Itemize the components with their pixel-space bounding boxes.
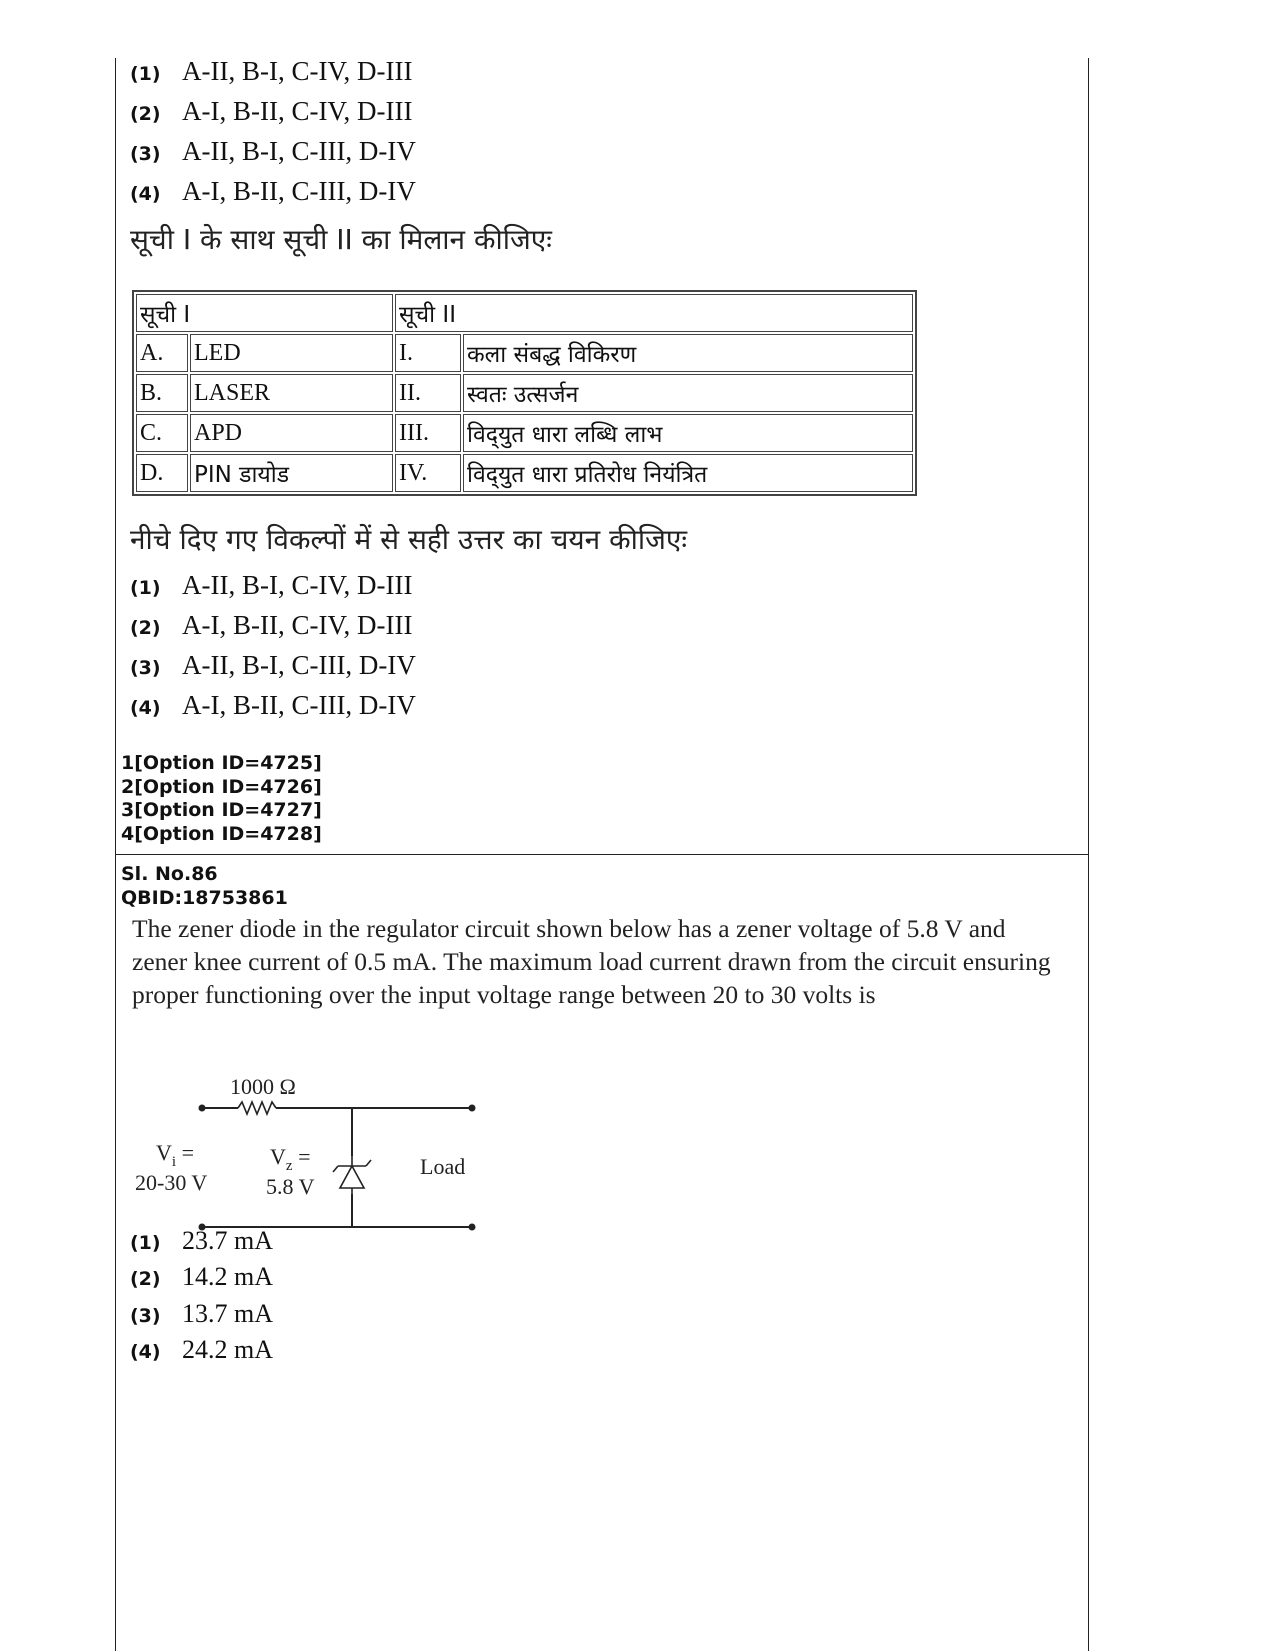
- option-id: 4[Option ID=4728]: [121, 822, 322, 845]
- row-numeral: II.: [395, 374, 461, 412]
- answer-option-3: (3) 13.7 mA: [130, 1299, 273, 1328]
- answer-option-1: (1) 23.7 mA: [130, 1226, 273, 1255]
- row-description: विद्‌युत धारा प्रतिरोध नियंत्रित: [463, 454, 913, 492]
- row-description: विद्‌युत धारा लब्धि लाभ: [463, 414, 913, 452]
- question-divider: [115, 854, 1089, 855]
- resistor-icon: [238, 1102, 276, 1114]
- row-item: LASER: [190, 374, 393, 412]
- option-id-list: [121, 752, 322, 846]
- row-letter: A.: [136, 334, 188, 372]
- option-id: 1[Option ID=4725]: [121, 752, 322, 774]
- row-letter: C.: [136, 414, 188, 452]
- top-option-1: (1) A-II, B-I, C-IV, D-III: [130, 56, 413, 86]
- row-item: LED: [190, 334, 393, 372]
- zener-regulator-circuit: [130, 1070, 490, 1250]
- vi-value: 20-30 V: [135, 1170, 208, 1195]
- match-table: [132, 290, 917, 496]
- top-option-3: (3) A-II, B-I, C-III, D-IV: [130, 136, 416, 166]
- table-row: [136, 414, 913, 452]
- question-meta: [121, 862, 288, 910]
- row-item: PIN डायोड: [190, 454, 393, 492]
- vi-label: $V_i$ =: [156, 1140, 194, 1170]
- option-id: 3[Option ID=4727]: [121, 799, 322, 821]
- row-description: कला संबद्ध विकिरण: [463, 334, 913, 372]
- table-row: [136, 374, 913, 412]
- header-list-2: सूची II: [395, 294, 913, 332]
- header-list-1: सूची I: [136, 294, 393, 332]
- row-item: APD: [190, 414, 393, 452]
- row-description: स्वतः उत्सर्जन: [463, 374, 913, 412]
- hindi-choose-instruction: नीचे दिए गए विकल्पों में से सही उत्तर का चयन कीजिएः: [130, 523, 688, 556]
- terminal-dot: [469, 1224, 476, 1231]
- row-numeral: III.: [395, 414, 461, 452]
- table-row: [136, 334, 913, 372]
- resistor-label: 1000 Ω: [230, 1074, 296, 1099]
- row-letter: B.: [136, 374, 188, 412]
- vz-value: 5.8 V: [266, 1174, 315, 1199]
- hindi-option-1: (1) A-II, B-I, C-IV, D-III: [130, 570, 413, 600]
- table-row: [136, 454, 913, 492]
- answer-option-2: (2) 14.2 mA: [130, 1262, 273, 1291]
- hindi-option-2: (2) A-I, B-II, C-IV, D-III: [130, 610, 413, 640]
- top-option-2: (2) A-I, B-II, C-IV, D-III: [130, 96, 413, 126]
- row-numeral: I.: [395, 334, 461, 372]
- question-text: The zener diode in the regulator circuit shown below has a zener voltage of 5.8 V and zener knee current of 0.5 mA. The maximum load current drawn from the circuit ensuring proper functioning over the input voltage range between 20 to 30 volts is: [132, 914, 1051, 1009]
- qbid: QBID:18753861: [121, 887, 288, 909]
- serial-number: Sl. No.86: [121, 863, 218, 885]
- hindi-option-3: (3) A-II, B-I, C-III, D-IV: [130, 650, 416, 680]
- option-id: 2[Option ID=4726]: [121, 775, 322, 798]
- terminal-dot: [199, 1105, 206, 1112]
- row-letter: D.: [136, 454, 188, 492]
- zener-diode-icon: [333, 1156, 371, 1194]
- row-numeral: IV.: [395, 454, 461, 492]
- load-label: Load: [420, 1154, 466, 1179]
- hindi-option-4: (4) A-I, B-II, C-III, D-IV: [130, 690, 416, 720]
- vz-label: $V_z$ =: [270, 1144, 311, 1174]
- hindi-question: सूची I के साथ सूची II का मिलान कीजिएः: [130, 223, 552, 256]
- top-option-4: (4) A-I, B-II, C-III, D-IV: [130, 176, 416, 206]
- answer-option-4: (4) 24.2 mA: [130, 1335, 273, 1364]
- table-header-row: [136, 294, 913, 332]
- terminal-dot: [469, 1105, 476, 1112]
